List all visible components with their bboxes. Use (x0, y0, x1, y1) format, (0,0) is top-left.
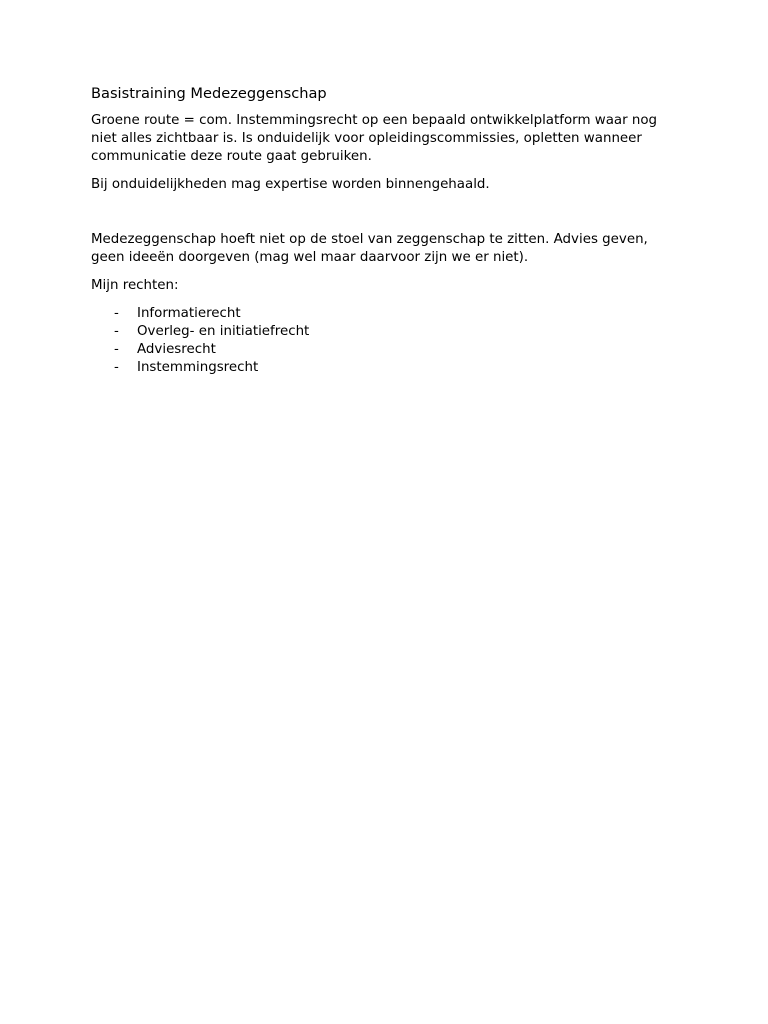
paragraph-medezeggenschap: Medezeggenschap hoeft niet op de stoel van zeggenschap te zitten. Advies geven, geen ideeën doorgeven (mag wel maar daarvoor zijn we er niet). (91, 232, 648, 265)
list-item (91, 341, 681, 359)
list-marker: - (114, 306, 119, 321)
list-item-text: Overleg- en initiatiefrecht (137, 324, 310, 339)
list-item-text: Informatierecht (137, 306, 241, 321)
list-marker: - (114, 360, 119, 375)
list-marker: - (114, 342, 119, 357)
paragraph-mijn-rechten: Mijn rechten: (91, 278, 179, 293)
paragraph-groene-route: Groene route = com. Instemmingsrecht op een bepaald ontwikkelplatform waar nog niet alles zichtbaar is. Is onduidelijk voor opleidingscommissies, opletten wanneer communicatie deze route gaat gebruiken. (91, 113, 658, 164)
list-item (91, 359, 681, 377)
rights-list (91, 305, 681, 377)
list-item (91, 305, 681, 323)
list-marker: - (114, 324, 119, 339)
document-page (91, 84, 681, 377)
list-item (91, 323, 681, 341)
paragraph-expertise: Bij onduidelijkheden mag expertise worden binnengehaald. (91, 177, 490, 192)
document-title: Basistraining Medezeggenschap (91, 85, 327, 102)
empty-line (91, 204, 681, 231)
list-item-text: Instemmingsrecht (137, 360, 259, 375)
list-item-text: Adviesrecht (137, 342, 216, 357)
